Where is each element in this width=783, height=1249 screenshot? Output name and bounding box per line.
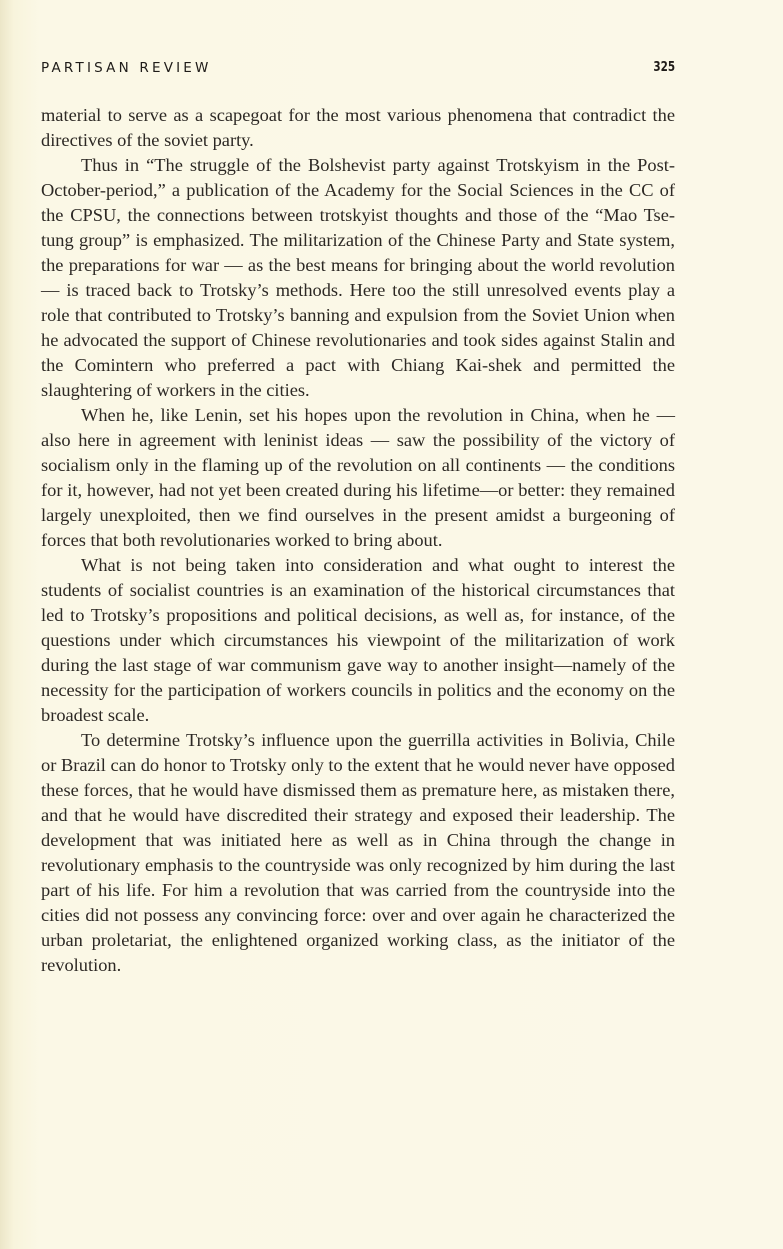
running-head	[41, 60, 675, 80]
paragraph: When he, like Lenin, set his hopes upon the revolution in China, when he — also here in agreement with leninist ideas — saw the possibility of the victory of socialism only in the flaming up of the revolution on all continents — the conditions for it, however, had not yet been created during his lifetime—or better: they remained largely unexploited, then we find ourselves in the present amidst a burgeoning of forces that both revolutionaries worked to bring about.	[41, 405, 675, 550]
paragraph: What is not being taken into consideration and what ought to interest the students of socialist countries is an examination of the historical circumstances that led to Trotsky’s propositions and political decisions, as well as, for instance, of the questions under which circumstances his viewpoint of the militarization of work during the last stage of war communism gave way to another insight—namely of the necessity for the participation of workers councils in politics and the economy on the broadest scale.	[41, 555, 675, 725]
paragraph: Thus in “The struggle of the Bolshevist party against Trotskyism in the Post-October-period,” a publication of the Academy for the Social Sciences in the CC of the CPSU, the connections between trotskyist thoughts and those of the “Mao Tse-tung group” is emphasized. The militarization of the Chinese Party and State system, the preparations for war — as the best means for bringing about the world revolution — is traced back to Trotsky’s methods. Here too the still unresolved events play a role that contributed to Trotsky’s banning and expulsion from the Soviet Union when he advocated the support of Chinese revolutionaries and took sides against Stalin and the Comintern who preferred a pact with Chiang Kai-shek and permitted the slaughtering of workers in the cities.	[41, 155, 675, 400]
page-number: 325	[653, 60, 675, 75]
paragraph-continued: material to serve as a scapegoat for the most various phenomena that contradict the directives of the soviet party.	[41, 105, 675, 150]
paragraph: To determine Trotsky’s influence upon the guerrilla activities in Bolivia, Chile or Brazil can do honor to Trotsky only to the extent that he would never have opposed these forces, that he would have dismissed them as premature here, as mistaken there, and that he would have discredited their strategy and exposed their leadership. The development that was initiated here as well as in China through the change in revolutionary emphasis to the countryside was only recognized by him during the last part of his life. For him a revolution that was carried from the countryside into the cities did not possess any convincing force: over and over again he characterized the urban proletariat, the enlightened organized working class, as the initiator of the revolution.	[41, 730, 675, 975]
article-body	[41, 103, 675, 978]
journal-name: PARTISAN REVIEW	[41, 60, 212, 76]
